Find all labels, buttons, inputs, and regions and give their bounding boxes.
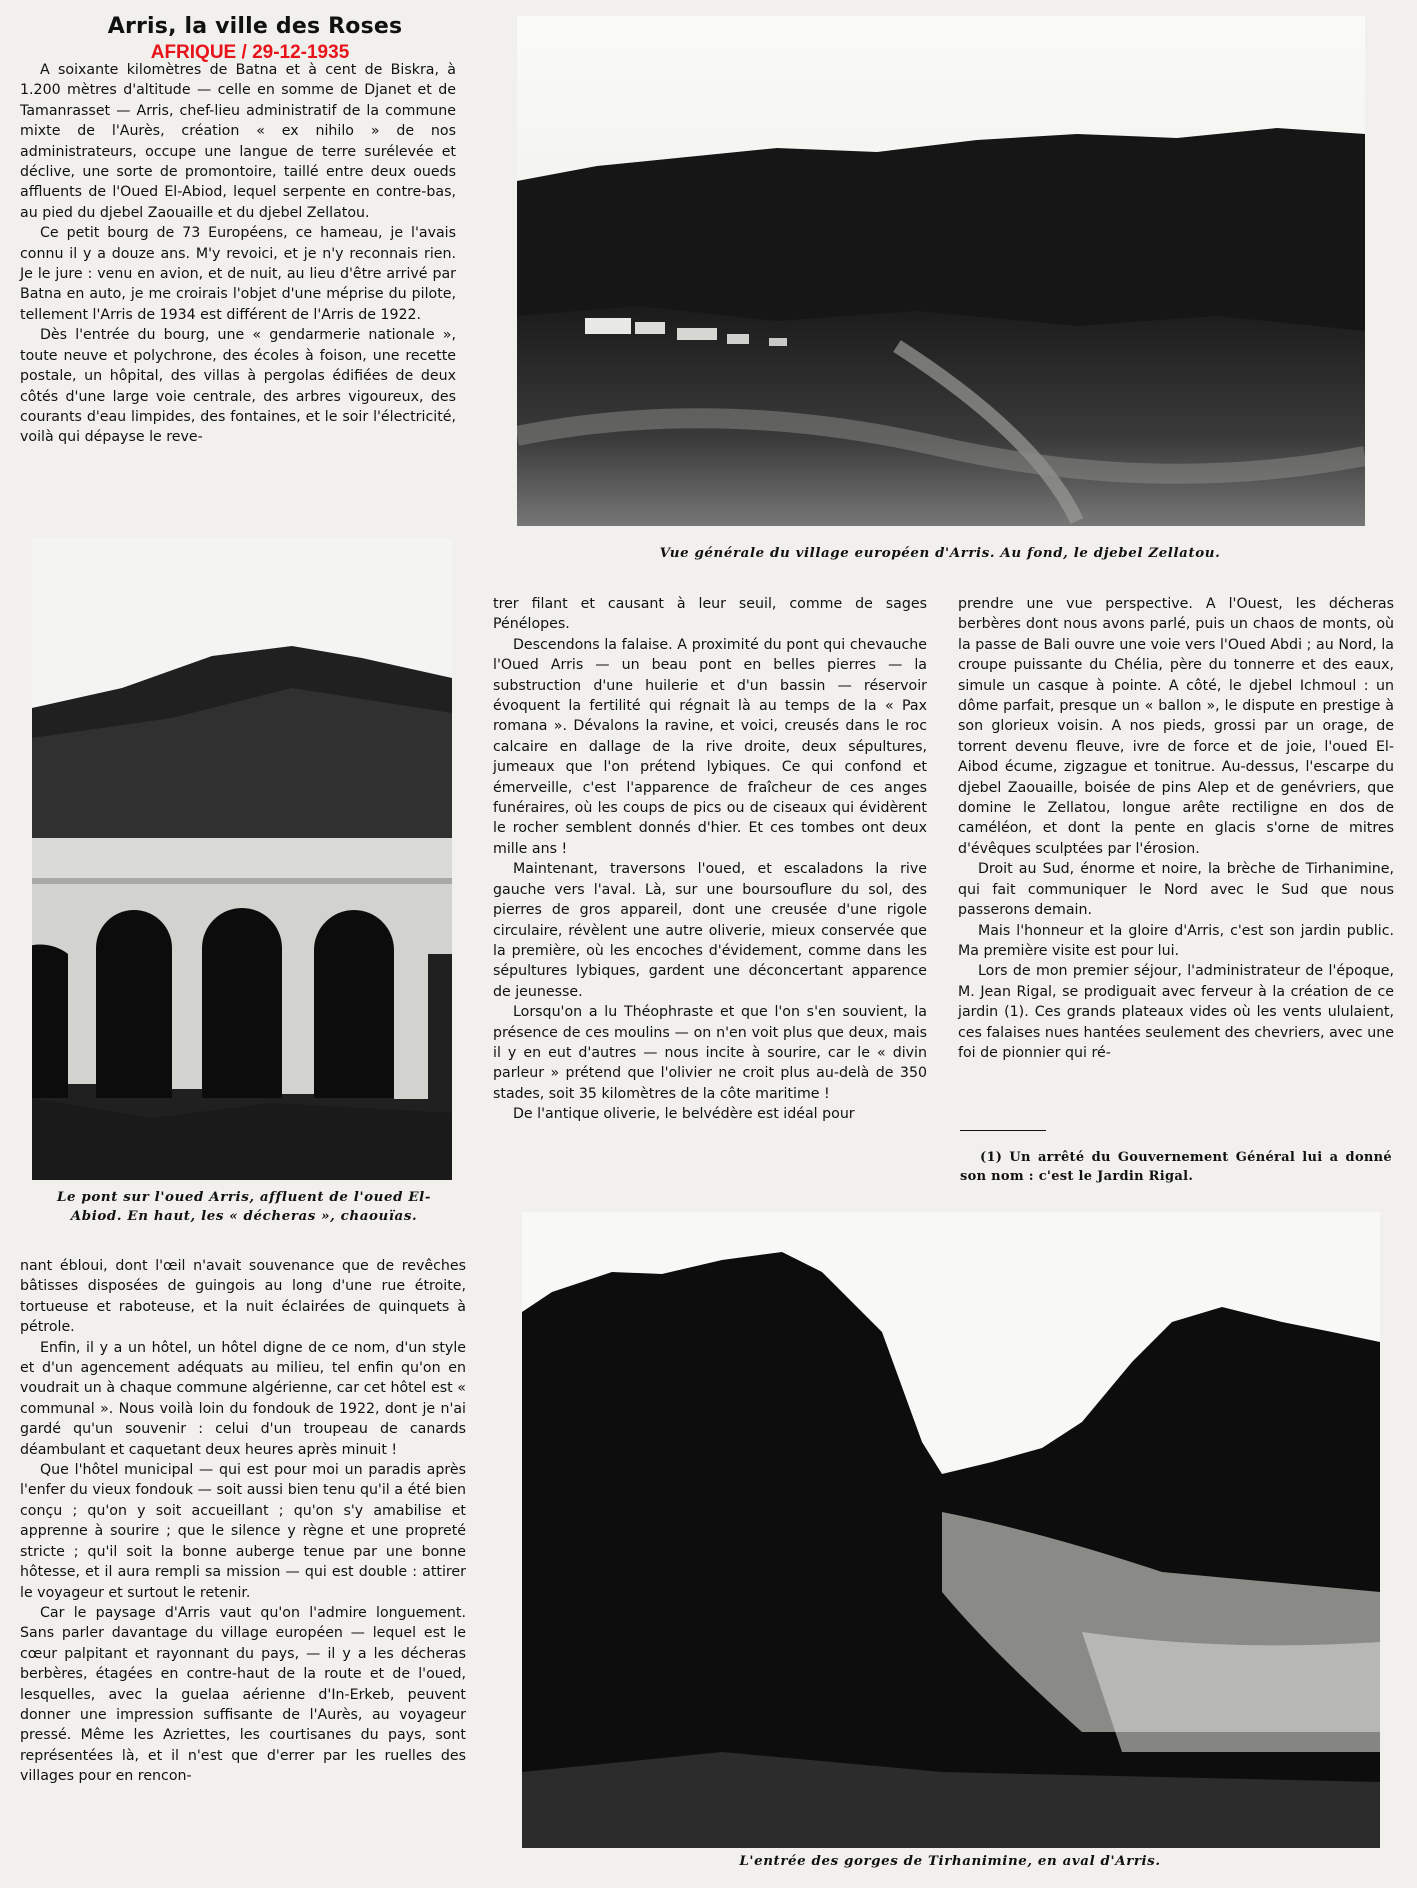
paragraph: A soixante kilomètres de Batna et à cent de Biskra, à 1.200 mètres d'altitude — celle en somme de Djanet et de Tamanrasset — Arris, chef-lieu administratif de la commune mixte de l'Aurès, création « ex nihilo » de nos administrateurs, occupe une langue de terre surélevée et déclive, une sorte de promontoire, taillé entre deux oueds affluents de l'Oued El-Abiod, lequel serpente en contre-bas, au pied du djebel Zaouaille et du djebel Zellatou. xyxy=(20,62,456,221)
paragraph: De l'antique oliverie, le belvédère est idéal pour xyxy=(513,1106,855,1123)
bridge-photo-caption: Le pont sur l'oued Arris, affluent de l'oued El-Abiod. En haut, les « décheras », chaouïas. xyxy=(56,1189,432,1224)
column-1-bottom xyxy=(20,1256,466,1787)
footnote: (1) Un arrêté du Gouvernement Général lui a donné son nom : c'est le Jardin Rigal. xyxy=(960,1150,1392,1184)
column-3 xyxy=(958,594,1394,1063)
source-date-stamp: AFRIQUE / 29-12-1935 xyxy=(150,42,350,63)
paragraph: Mais l'honneur et la gloire d'Arris, c'est son jardin public. Ma première visite est pour lui. xyxy=(958,922,1394,959)
paragraph: Lorsqu'on a lu Théophraste et que l'on s'en souvient, la présence de ces moulins — on n'en voit plus que deux, mais il y en eut d'autres — nous incite à sourire, car le « divin parleur » prétend que l'olivier ne croit plus au-delà de 350 stades, soit 35 kilomètres de la côte maritime ! xyxy=(493,1004,927,1102)
column-2 xyxy=(493,594,927,1125)
paragraph: Lors de mon premier séjour, l'administrateur de l'époque, M. Jean Rigal, se prodiguait avec ferveur à la création de ce jardin (1). Ces grands plateaux vides où les vents ululaient, ces falaises nues hantées seulement des chevriers, avec une foi de pionnier qui ré- xyxy=(958,963,1394,1061)
paragraph: Droit au Sud, énorme et noire, la brèche de Tirhanimine, qui fait communiquer le Nord avec le Sud que nous passerons demain. xyxy=(958,861,1394,919)
paragraph: Maintenant, traversons l'oued, et escaladons la rive gauche vers l'aval. Là, sur une boursouflure du sol, des pierres de gros appareil, dont une creusée d'une rigole circulaire, révèlent une autre oliverie, mieux conservée que la première, où les encoches d'évidement, comme dans les sépultures lybiques, gardent une déconcertant apparence de jeunesse. xyxy=(493,861,927,1000)
bridge-photo xyxy=(32,538,452,1180)
paragraph: trer filant et causant à leur seuil, comme de sages Pénélopes. xyxy=(493,596,927,633)
village-photo xyxy=(517,16,1365,526)
paragraph: Enfin, il y a un hôtel, un hôtel digne de ce nom, d'un style et d'un agencement adéquats au milieu, tel enfin qu'on en voudrait un à chaque commune algérienne, car cet hôtel est « communal ». Nous voilà loin du fondouk de 1922, dont je n'ai gardé qu'un souvenir : celui d'un troupeau de canards déambulant et caquetant deux heures après minuit ! xyxy=(20,1339,466,1458)
paragraph: Descendons la falaise. A proximité du pont qui chevauche l'Oued Arris — un beau pont en belles pierres — la substruction d'une huilerie et d'un bassin — réservoir évoquent la fertilité qui régnait là au temps de la « Pax romana ». Dévalons la ravine, et voici, creusés dans le roc calcaire en dallage de la rive droite, deux sépultures, jumeaux que l'on prétend lybiques. Ce qui confond et émerveille, c'est l'apparence de fraîcheur de ces anges funéraires, où les coups de pics ou de ciseaux qui évidèrent le rocher semblent donnés d'hier. Et ces tombes ont deux mille ans ! xyxy=(493,636,927,857)
paragraph: prendre une vue perspective. A l'Ouest, les décheras berbères dont nous avons parlé, puis un chaos de monts, où la passe de Bali ouvre une voie vers l'Oued Abdi ; au Nord, la croupe puissante du Chélia, père du tonnerre et des eaux, simule un casque à pointe. A côté, le djebel Ichmoul : un dôme parfait, presque un « ballon », le dispute en prestige à son glorieux voisin. A nos pieds, grossi par un orage, de torrent devenu fleuve, ivre de force et de joie, l'oued El-Aibod écume, zigzague et tonitrue. Au-dessus, l'escarpe du djebel Zaouaille, boisée de pins Alep et de genévriers, que domine le Zellatou, longue arête rectiligne en dos de caméléon, et dont la pente en glacis s'orne de mitres d'évêques sculptées par l'érosion. xyxy=(958,596,1394,857)
paragraph: nant ébloui, dont l'œil n'avait souvenance que de revêches bâtisses disposées de guingois au long d'une rue étroite, tortueuse et raboteuse, et la nuit éclairées de quinquets à pétrole. xyxy=(20,1258,466,1336)
paragraph: Dès l'entrée du bourg, une « gendarmerie nationale », toute neuve et polychrone, des écoles à foison, une recette postale, un hôpital, des villas à pergolas édifiées de deux côtés d'une large voie centrale, des arbres vigoureux, des courants d'eau limpides, des fontaines, et le soir l'électricité, voilà qui dépayse le reve- xyxy=(20,327,456,446)
article-title: Arris, la ville des Roses xyxy=(107,14,403,39)
column-1-top xyxy=(20,60,456,448)
gorges-photo-caption: L'entrée des gorges de Tirhanimine, en aval d'Arris. xyxy=(739,1853,1161,1869)
gorges-photo xyxy=(522,1212,1380,1848)
paragraph: Ce petit bourg de 73 Européens, ce hameau, je l'avais connu il y a douze ans. M'y revoici, et je n'y reconnais rien. Je le jure : venu en avion, et de nuit, au lieu d'être arrivé par Batna en auto, je me croirais l'objet d'une méprise du pilote, tellement l'Arris de 1934 est différent de l'Arris de 1922. xyxy=(20,225,456,323)
footnote-rule xyxy=(960,1130,1046,1131)
paragraph: Que l'hôtel municipal — qui est pour moi un paradis après l'enfer du vieux fondouk — soit aussi bien tenu qu'il a été bien conçu ; qu'on y soit accueillant ; qu'on s'y amabilise et apprenne à sourire ; que le silence y règne et une propreté stricte ; qu'il soit la bonne auberge tenue par une bonne hôtesse, et il aura rempli sa mission — qui est double : attirer le voyageur et surtout le retenir. xyxy=(20,1462,466,1601)
village-photo-caption: Vue générale du village européen d'Arris. Au fond, le djebel Zellatou. xyxy=(659,545,1221,561)
paragraph: Car le paysage d'Arris vaut qu'on l'admire longuement. Sans parler davantage du village européen — lequel est le cœur palpitant et rayonnant du pays, — il y a les décheras berbères, étagées en contre-haut de la route et de l'oued, lesquelles, avec la guelaa aérienne d'In-Erkeb, peuvent donner une impression suffisante de l'Aurès, au voyageur pressé. Même les Azriettes, les courtisanes du pays, sont représentées là, et il n'est que d'errer par les ruelles des villages pour en rencon- xyxy=(20,1604,466,1785)
